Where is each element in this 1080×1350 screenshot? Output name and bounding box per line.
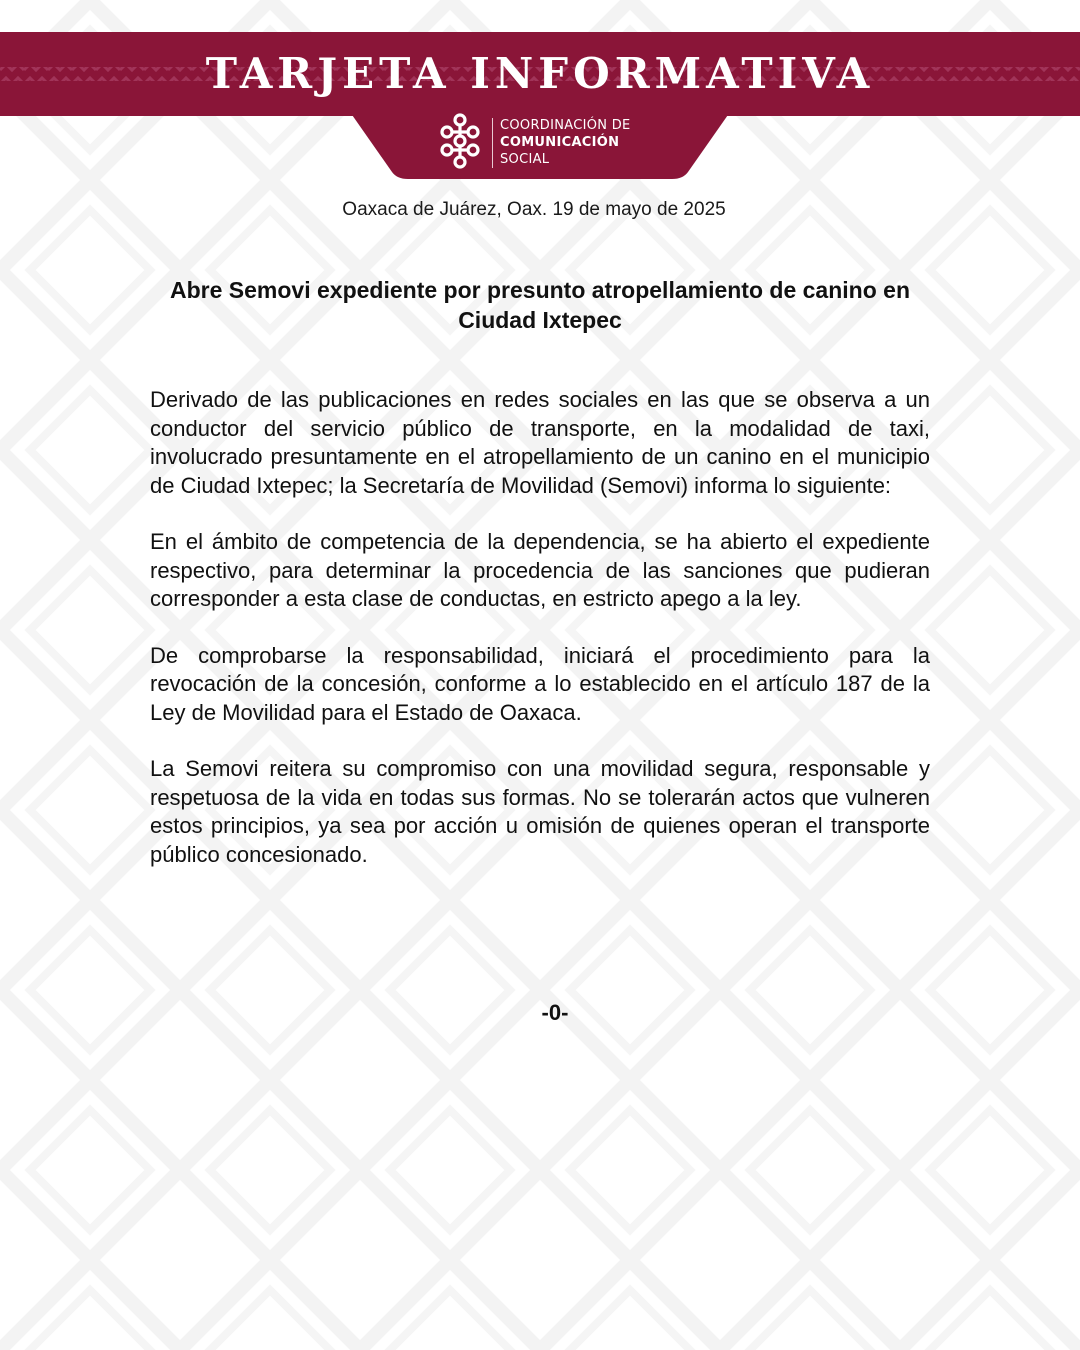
paragraph: De comprobarse la responsabilidad, iniciará el procedimiento para la revocación de la concesión, conforme a lo establecido en el artículo 187 de la Ley de Movilidad para el Estado de Oaxaca.	[150, 642, 930, 725]
logo-divider	[492, 118, 493, 168]
paragraph: Derivado de las publicaciones en redes sociales en las que se observa a un conductor del servicio público de transporte, en la modalidad de taxi, involucrado presuntamente en el atropellamiento de un canino en el municipio de Ciudad Ixtepec; la Secretaría de Movilidad (Semovi) informa lo siguiente:	[150, 387, 930, 498]
body-text	[150, 386, 930, 897]
logo-text	[500, 117, 631, 168]
coordination-logo-tab	[350, 112, 730, 180]
logo-line-1: COORDINACIÓN DE	[500, 118, 631, 133]
headline: Abre Semovi expediente por presunto atropellamiento de canino en Ciudad Ixtepec	[170, 277, 910, 333]
page-title: TARJETA INFORMATIVA	[205, 49, 875, 98]
header-band	[0, 32, 1080, 116]
logo-line-2: COMUNICACIÓN	[500, 135, 620, 150]
paragraph: La Semovi reitera su compromiso con una movilidad segura, responsable y respetuosa de la vida en todas sus formas. No se tolerarán actos que vulneren estos principios, ya sea por acción u omisión de quienes operan el transporte público concesionado.	[150, 756, 930, 867]
date-line: Oaxaca de Juárez, Oax. 19 de mayo de 2025	[342, 199, 726, 220]
knot-icon	[436, 112, 484, 170]
paragraph: En el ámbito de competencia de la dependencia, se ha abierto el expediente respectivo, para determinar la procedencia de las sanciones que pudieran corresponder a esta clase de conductas, en estricto apego a la ley.	[150, 529, 930, 611]
closing-mark: -0-	[541, 1000, 569, 1025]
logo-line-3: SOCIAL	[500, 152, 550, 167]
